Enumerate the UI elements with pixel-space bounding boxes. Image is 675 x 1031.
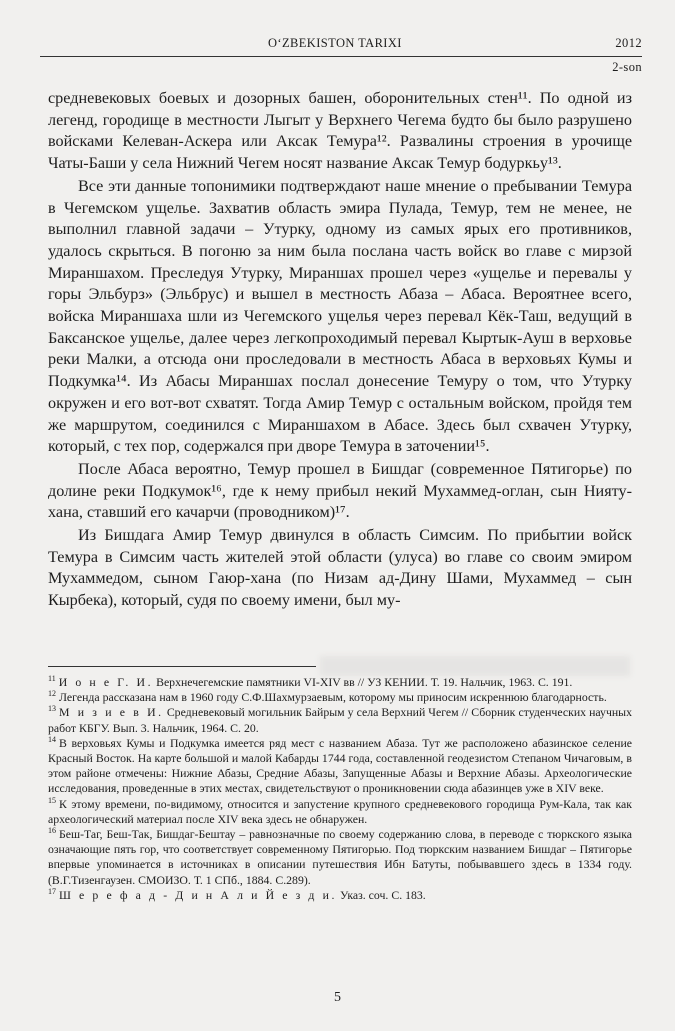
header-rule	[40, 56, 642, 57]
footnote: $^{15}$ К этому времени, по-видимому, относится и запустение крупного средневекового городища Рум-Кала, так как археологический материал после XIV века здесь не обнаружен.	[48, 795, 632, 826]
header-issue: 2-son	[612, 60, 642, 74]
footnote: $^{12}$ Легенда рассказана нам в 1960 году С.Ф.Шахмурзаевым, которому мы приносим искреннюю благодарность.	[48, 689, 607, 705]
header-year: 2012	[615, 36, 642, 50]
footnote: $^{16}$ Беш-Таг, Беш-Так, Бишдаг-Бештау – равнозначные по своему содержанию слова, в переводе с тюркского языка означающие пять гор, что соответствует современному Пятигорью. Под тюркским названием Бишдаг – Пятигорье впервые упоминается в источниках в описании путешествия Ибн Батуты, побывавшего здесь в 1334 году. (В.Г.Тизенгаузен. СМОИЗО. Т. 1 СПб., 1884. С.289).	[48, 826, 632, 887]
paragraph: средневековых боевых и дозорных башен, оборонительных стен¹¹. По одной из легенд, городище в местности Лыгыт у Верхнего Чегема будто бы было разрушено войсками Келеван-Аскера или Аксак Темура¹². Развалины строения в урочище Чаты-Баши у села Нижний Чегем носят название Аксак Темур бодуркьу¹³.	[48, 89, 632, 173]
footnote-separator	[48, 666, 316, 667]
journal-title: O‘ZBEKISTON TARIXI	[268, 36, 402, 50]
scan-smudge	[320, 656, 630, 676]
footnotes	[48, 675, 632, 903]
paragraph: После Абаса вероятно, Темур прошел в Бишдаг (современное Пятигорье) по долине реки Подкумок¹⁶, где к нему прибыл некий Мухаммед-оглан, сын Нияту-хана, ставший его качарчи (проводником)¹⁷.	[48, 459, 632, 522]
footnote: $^{11}$ И о н е Г. И. Верхнечегемские памятники VI-XIV вв // УЗ КЕНИИ. Т. 19. Нальчик, 1963. С. 191.	[48, 674, 573, 689]
footnote: $^{17}$ Ш е р е ф а д - Д и н А л и Й е з д и. Указ. соч. С. 183.	[48, 886, 426, 902]
paragraph: Из Бишдага Амир Темур двинулся в область Симсим. По прибытии войск Темура в Симсим часть жителей этой области (улуса) во главе со своим эмиром Мухаммедом, сыном Гаюр-хана (по Низам ад-Дину Шами, Мухаммед – сын Кырбека), который, судя по своему имени, был му-	[48, 526, 632, 610]
main-text	[48, 88, 632, 612]
page-number: 5	[334, 990, 341, 1005]
footnote: $^{14}$ В верховьях Кумы и Подкумка имеется ряд мест с названием Абаза. Тут же расположено абазинское селение Красный Восток. На карте большой и малой Кабарды 1744 года, составленной геодезистом Степаном Чичаговым, в этом районе отмечены: Нижние Абазы, Средние Абазы, Запущенные Абазы и Верхние Абазы. Археологические исследования, проведенные в этих местах, свидетельствуют о проникновении сюда абазинцев уже в XIV веке.	[48, 734, 632, 796]
footnote: $^{13}$ М и з и е в И. Средневековый могильник Байрым у села Верхний Чегем // Сборник студенческих научных работ КБГУ. Вып. 3. Нальчик, 1964. С. 20.	[48, 704, 633, 735]
paragraph: Все эти данные топонимики подтверждают наше мнение о пребывании Темура в Чегемском ущелье. Захватив область эмира Пулада, Темур, тем не менее, не выполнил главной задачи – Утурку, одному из самых ярых его противников, удалось скрыться. В погоню за ним была послана часть войск во главе с мирзой Мираншахом. Преследуя Утурку, Мираншах прошел через «ущелье и перевалы у горы Эльбурз» (Эльбрус) и вышел в местность Абаза – Абаса. Вероятнее всего, войска Мираншаха шли из Чегемского ущелья через перевал Кёк-Таш, ведущий в Баксанское ущелье, далее через легкопроходимый перевал Кыртык-Ауш в верховье реки Малки, а отсюда они проследовали в местность Абаса в верховьях Кумы и Подкумка¹⁴. Из Абасы Мираншах послал донесение Темуру о том, что Утурку окружен и его вот-вот схватят. Тогда Амир Темур с остальным войском, пройдя тем же маршрутом, соединился с Мираншахом в Абасе. Здесь был схвачен Утурку, который, с тех пор, содержался при дворе Темура в заточении¹⁵.	[48, 176, 632, 456]
